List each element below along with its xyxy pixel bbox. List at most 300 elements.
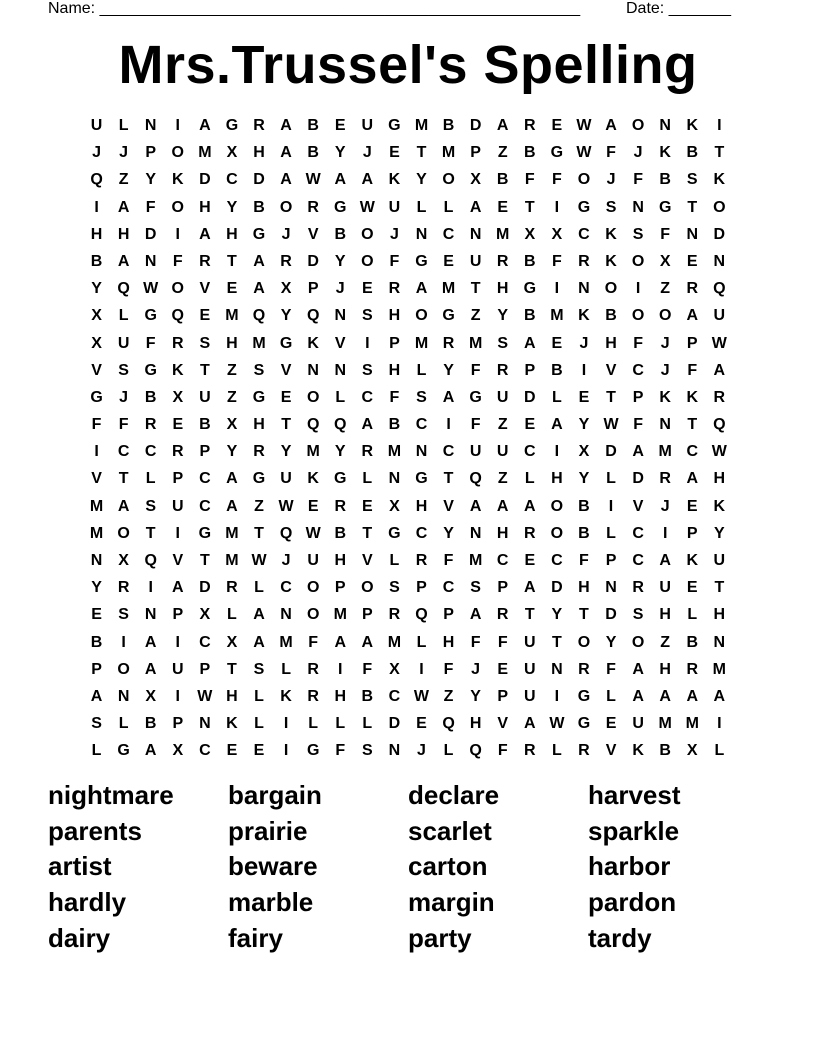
word-list-item: fairy	[228, 922, 283, 953]
grid-letter: N	[388, 742, 401, 760]
grid-row	[83, 574, 733, 601]
grid-letter: K	[686, 117, 699, 134]
grid-letter: H	[578, 579, 590, 597]
grid-letter: V	[172, 552, 184, 569]
grid-letter: N	[415, 443, 428, 461]
grid-letter: U	[524, 660, 536, 678]
grid-letter: G	[198, 524, 212, 542]
grid-letter: I	[365, 334, 370, 352]
grid-letter: Q	[117, 280, 130, 298]
grid-letter: G	[442, 307, 455, 325]
word-list-item: nightmare	[48, 780, 174, 810]
grid-letter: F	[606, 144, 616, 162]
grid-letter: B	[90, 633, 103, 651]
grid-letter: C	[632, 361, 644, 379]
grid-letter: R	[496, 361, 509, 379]
grid-letter: N	[307, 361, 319, 379]
grid-letter: I	[419, 660, 424, 678]
grid-row	[83, 411, 733, 438]
grid-letter: K	[605, 225, 617, 243]
grid-letter: M	[550, 307, 564, 325]
grid-letter: I	[148, 579, 153, 597]
grid-letter: L	[254, 715, 264, 733]
grid-letter: O	[658, 307, 672, 325]
grid-letter: Z	[227, 361, 237, 379]
word-list-item: hardly	[48, 887, 127, 918]
grid-row	[83, 194, 733, 221]
grid-letter: F	[551, 252, 562, 270]
grid-letter: L	[254, 687, 264, 705]
grid-letter: A	[253, 633, 265, 651]
grid-letter: N	[551, 660, 563, 678]
grid-letter: A	[144, 742, 157, 760]
grid-letter: A	[361, 416, 374, 434]
grid-letter: X	[659, 252, 671, 270]
grid-letter: E	[605, 715, 617, 733]
grid-letter: N	[713, 252, 726, 270]
grid-letter: B	[524, 307, 536, 325]
grid-letter: Z	[254, 497, 264, 515]
grid-letter: P	[524, 361, 536, 379]
grid-letter: L	[389, 552, 400, 569]
grid-letter: A	[280, 117, 292, 134]
grid-letter: M	[496, 225, 510, 243]
grid-letter: G	[577, 687, 591, 705]
grid-letter: T	[470, 280, 481, 298]
grid-letter: V	[91, 470, 102, 488]
grid-letter: B	[686, 633, 699, 651]
grid-letter: V	[497, 715, 509, 733]
grid-letter: L	[443, 742, 454, 760]
grid-letter: O	[631, 307, 645, 325]
grid-letter: O	[171, 280, 184, 298]
grid-letter: M	[414, 334, 429, 352]
grid-letter: C	[144, 443, 157, 461]
grid-row	[83, 275, 733, 302]
grid-letter: A	[334, 171, 347, 189]
grid-letter: K	[713, 497, 726, 515]
grid-letter: E	[551, 334, 563, 352]
grid-letter: L	[227, 606, 237, 624]
grid-letter: A	[524, 334, 536, 352]
grid-letter: I	[554, 280, 560, 298]
grid-letter: A	[334, 633, 347, 651]
grid-letter: B	[659, 171, 671, 189]
grid-letter: Y	[226, 198, 238, 216]
word-list-item: carton	[408, 851, 488, 882]
grid-letter: V	[605, 361, 617, 379]
grid-letter: I	[283, 715, 289, 733]
grid-letter: U	[469, 443, 482, 461]
grid-letter: Z	[497, 416, 508, 434]
grid-letter: R	[199, 252, 211, 270]
grid-letter: I	[662, 524, 668, 542]
grid-letter: T	[254, 524, 264, 542]
grid-letter: A	[253, 606, 265, 624]
grid-letter: Q	[171, 307, 184, 325]
grid-letter: O	[117, 660, 130, 678]
grid-letter: E	[578, 388, 590, 406]
grid-letter: X	[145, 687, 157, 705]
grid-letter: E	[361, 280, 373, 298]
grid-row	[83, 112, 733, 139]
grid-letter: H	[659, 660, 671, 678]
grid-letter: P	[199, 660, 211, 678]
grid-letter: N	[144, 252, 157, 270]
grid-letter: O	[361, 252, 374, 270]
grid-letter: G	[577, 715, 591, 733]
grid-letter: X	[91, 334, 102, 352]
grid-row	[83, 737, 733, 764]
word-list-item: margin	[408, 887, 495, 918]
grid-letter: R	[307, 687, 319, 705]
grid-letter: Q	[469, 470, 482, 488]
grid-letter: K	[388, 171, 401, 189]
grid-letter: R	[686, 660, 699, 678]
grid-letter: L	[118, 715, 129, 733]
grid-letter: M	[225, 552, 239, 569]
grid-row	[83, 520, 733, 547]
grid-letter: U	[388, 198, 401, 216]
grid-letter: P	[145, 144, 157, 162]
grid-letter: U	[361, 117, 374, 134]
grid-letter: A	[469, 198, 482, 216]
grid-letter: Z	[470, 307, 481, 325]
grid-letter: L	[362, 715, 373, 733]
grid-letter: K	[605, 252, 617, 270]
grid-letter: N	[199, 715, 211, 733]
grid-letter: J	[660, 361, 670, 379]
grid-letter: S	[686, 171, 698, 189]
grid-letter: A	[117, 198, 130, 216]
grid-letter: D	[524, 388, 536, 406]
grid-letter: H	[90, 225, 103, 243]
grid-letter: M	[468, 552, 483, 569]
grid-row	[83, 357, 733, 384]
grid-letter: T	[443, 470, 454, 488]
grid-letter: G	[90, 388, 103, 406]
grid-letter: T	[199, 552, 210, 569]
grid-letter: W	[278, 497, 294, 515]
grid-letter: D	[388, 715, 401, 733]
grid-row	[83, 710, 733, 737]
page-title: Mrs.Trussel's Spelling	[118, 35, 698, 95]
grid-letter: O	[306, 579, 320, 597]
grid-letter: N	[659, 416, 671, 434]
grid-letter: F	[443, 552, 454, 569]
grid-letter: E	[443, 252, 454, 270]
grid-letter: R	[388, 606, 401, 624]
grid-letter: S	[470, 579, 481, 597]
grid-letter: M	[387, 443, 402, 461]
grid-letter: S	[497, 334, 509, 352]
grid-letter: P	[497, 579, 509, 597]
grid-letter: A	[524, 497, 536, 515]
grid-letter: U	[307, 552, 319, 569]
grid-letter: U	[632, 715, 644, 733]
grid-letter: I	[94, 198, 99, 216]
grid-letter: A	[226, 497, 238, 515]
grid-letter: G	[334, 198, 347, 216]
grid-letter: C	[415, 416, 428, 434]
grid-letter: M	[279, 633, 293, 651]
grid-letter: F	[687, 361, 698, 379]
grid-letter: O	[442, 171, 455, 189]
grid-letter: R	[496, 606, 509, 624]
grid-letter: F	[118, 416, 129, 434]
grid-letter: X	[551, 225, 563, 243]
grid-letter: E	[497, 660, 509, 678]
grid-letter: B	[442, 117, 455, 134]
grid-letter: R	[253, 117, 265, 134]
grid-letter: Y	[605, 633, 617, 651]
grid-letter: A	[686, 307, 699, 325]
grid-letter: A	[90, 687, 103, 705]
grid-letter: L	[335, 388, 346, 406]
grid-letter: U	[469, 252, 482, 270]
grid-letter: A	[144, 660, 157, 678]
grid-letter: T	[227, 252, 237, 270]
grid-letter: L	[281, 660, 291, 678]
grid-letter: L	[416, 361, 427, 379]
grid-letter: K	[659, 388, 671, 406]
grid-letter: U	[524, 687, 536, 705]
grid-letter: J	[119, 388, 129, 406]
grid-letter: A	[632, 443, 644, 461]
grid-letter: Y	[91, 579, 102, 597]
grid-letter: W	[251, 552, 267, 569]
grid-letter: O	[361, 579, 374, 597]
grid-letter: R	[496, 252, 509, 270]
grid-letter: J	[660, 497, 670, 515]
grid-letter: I	[446, 416, 451, 434]
grid-letter: R	[524, 742, 536, 760]
grid-letter: R	[415, 552, 428, 569]
grid-letter: F	[389, 252, 400, 270]
grid-letter: C	[226, 171, 238, 189]
grid-letter: L	[524, 470, 535, 488]
grid-letter: M	[441, 280, 456, 298]
grid-letter: U	[117, 334, 130, 352]
grid-letter: M	[468, 334, 483, 352]
grid-letter: M	[712, 660, 726, 678]
grid-letter: L	[145, 470, 156, 488]
grid-letter: R	[578, 252, 590, 270]
grid-letter: L	[416, 198, 427, 216]
grid-letter: T	[714, 579, 725, 597]
grid-letter: K	[280, 687, 292, 705]
grid-letter: G	[225, 117, 239, 134]
grid-letter: I	[175, 633, 180, 651]
grid-letter: N	[469, 225, 482, 243]
grid-letter: W	[576, 117, 592, 134]
grid-letter: Y	[226, 443, 238, 461]
grid-letter: H	[226, 687, 238, 705]
grid-letter: F	[633, 171, 643, 189]
grid-letter: N	[713, 633, 726, 651]
grid-letter: Z	[660, 280, 671, 298]
grid-row	[83, 221, 733, 248]
grid-letter: G	[252, 225, 266, 243]
grid-letter: D	[199, 171, 211, 189]
grid-letter: C	[442, 443, 455, 461]
grid-letter: P	[416, 579, 427, 597]
grid-row	[83, 493, 733, 520]
grid-letter: G	[658, 198, 672, 216]
grid-letter: S	[361, 361, 373, 379]
grid-letter: Z	[497, 144, 508, 162]
grid-letter: H	[226, 334, 238, 352]
grid-letter: X	[226, 416, 238, 434]
word-list-item: parents	[48, 815, 142, 846]
grid-letter: Y	[578, 470, 590, 488]
grid-letter: K	[686, 552, 699, 569]
grid-letter: S	[389, 579, 400, 597]
grid-letter: D	[144, 225, 157, 243]
grid-letter: E	[686, 252, 698, 270]
grid-letter: V	[307, 225, 319, 243]
grid-letter: N	[144, 117, 157, 134]
grid-letter: G	[415, 252, 428, 270]
grid-letter: B	[334, 524, 347, 542]
word-list-item: sparkle	[588, 815, 680, 846]
grid-letter: J	[389, 225, 399, 243]
grid-letter: B	[578, 524, 590, 542]
grid-letter: Y	[334, 252, 346, 270]
word-list-item: dairy	[48, 922, 111, 953]
grid-letter: A	[442, 388, 455, 406]
grid-letter: M	[252, 334, 266, 352]
grid-letter: H	[442, 633, 455, 651]
grid-letter: B	[144, 388, 157, 406]
grid-letter: I	[175, 687, 180, 705]
grid-letter: E	[253, 742, 265, 760]
grid-letter: F	[308, 633, 319, 651]
grid-letter: D	[551, 579, 563, 597]
grid-letter: U	[713, 307, 726, 325]
grid-letter: P	[470, 144, 481, 162]
grid-letter: C	[199, 497, 211, 515]
grid-letter: W	[413, 687, 430, 705]
grid-letter: T	[687, 416, 698, 434]
grid-letter: H	[334, 687, 347, 705]
word-list	[48, 778, 768, 956]
grid-letter: I	[554, 687, 560, 705]
grid-letter: T	[118, 470, 129, 488]
grid-letter: A	[632, 687, 644, 705]
grid-letter: L	[118, 307, 129, 325]
grid-letter: G	[252, 388, 266, 406]
grid-letter: U	[280, 470, 292, 488]
grid-letter: E	[686, 579, 698, 597]
grid-letter: O	[577, 633, 591, 651]
grid-letter: D	[605, 606, 617, 624]
grid-row	[83, 166, 733, 193]
grid-letter: B	[253, 198, 265, 216]
grid-row	[83, 465, 733, 492]
grid-letter: I	[121, 633, 126, 651]
grid-letter: M	[198, 144, 212, 162]
grid-letter: K	[578, 307, 590, 325]
grid-letter: T	[199, 361, 210, 379]
grid-letter: I	[635, 280, 641, 298]
grid-letter: F	[443, 660, 454, 678]
grid-letter: M	[306, 443, 320, 461]
grid-letter: V	[632, 497, 644, 515]
grid-letter: A	[469, 606, 482, 624]
grid-letter: D	[713, 225, 726, 243]
grid-letter: Q	[306, 307, 320, 325]
grid-letter: A	[713, 687, 726, 705]
grid-letter: T	[362, 524, 373, 542]
grid-letter: A	[659, 552, 671, 569]
grid-letter: O	[361, 225, 374, 243]
grid-letter: E	[686, 497, 698, 515]
grid-letter: P	[172, 470, 184, 488]
grid-letter: Y	[497, 307, 509, 325]
grid-letter: R	[171, 334, 184, 352]
grid-letter: F	[335, 742, 346, 760]
grid-row	[83, 384, 733, 411]
grid-letter: F	[606, 660, 616, 678]
grid-letter: R	[117, 579, 130, 597]
grid-letter: T	[606, 388, 616, 406]
grid-letter: T	[551, 633, 562, 651]
grid-letter: S	[361, 742, 373, 760]
grid-letter: I	[717, 117, 722, 134]
date-field-label: Date: _______	[626, 0, 731, 17]
grid-letter: R	[686, 280, 699, 298]
grid-letter: V	[443, 497, 454, 515]
grid-letter: Y	[145, 171, 157, 189]
grid-row	[83, 302, 733, 329]
grid-letter: X	[91, 307, 102, 325]
grid-letter: E	[172, 416, 184, 434]
grid-letter: F	[362, 660, 373, 678]
grid-letter: F	[470, 361, 481, 379]
grid-letter: I	[608, 497, 614, 515]
grid-letter: H	[551, 470, 563, 488]
grid-letter: P	[307, 280, 319, 298]
grid-letter: H	[659, 606, 671, 624]
grid-letter: G	[469, 388, 482, 406]
grid-letter: D	[199, 579, 211, 597]
grid-letter: A	[551, 416, 563, 434]
grid-letter: Q	[469, 742, 482, 760]
grid-letter: G	[388, 524, 401, 542]
word-list-item: prairie	[228, 815, 308, 846]
grid-letter: T	[145, 524, 156, 542]
grid-letter: O	[306, 388, 320, 406]
grid-letter: T	[281, 416, 291, 434]
grid-letter: M	[387, 633, 402, 651]
grid-letter: I	[175, 225, 180, 243]
grid-letter: E	[280, 388, 292, 406]
grid-letter: W	[305, 171, 321, 189]
grid-letter: U	[713, 552, 726, 569]
grid-letter: F	[172, 252, 183, 270]
grid-letter: D	[307, 252, 319, 270]
grid-letter: N	[334, 307, 347, 325]
grid-letter: O	[306, 606, 320, 624]
grid-letter: N	[632, 198, 644, 216]
grid-letter: G	[523, 280, 537, 298]
grid-row	[83, 438, 733, 465]
grid-letter: U	[171, 497, 184, 515]
grid-letter: X	[226, 633, 238, 651]
grid-letter: O	[631, 117, 645, 134]
grid-letter: D	[253, 171, 265, 189]
